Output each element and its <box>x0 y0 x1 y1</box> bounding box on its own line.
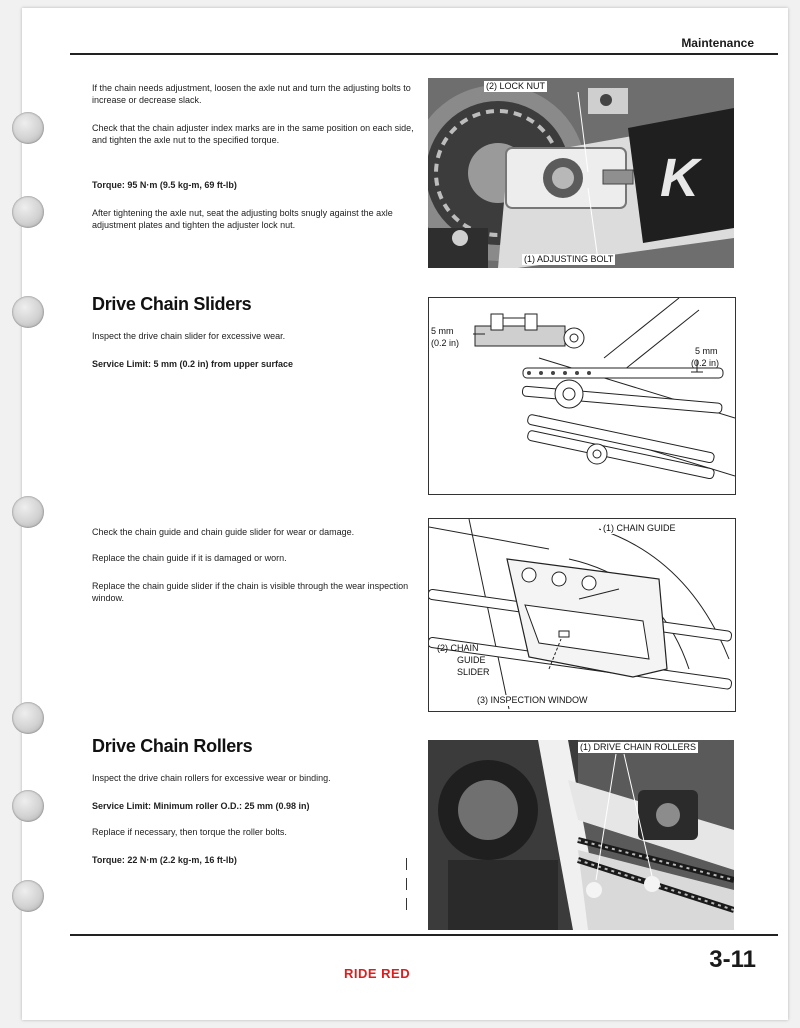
guide-check-text: Check the chain guide and chain guide slider for wear or damage. <box>92 527 355 537</box>
adjusting-bolt-callout: (1) ADJUSTING BOLT <box>524 254 614 264</box>
slider-depth-mm-left: 5 mm <box>431 326 454 336</box>
binder-hole <box>12 196 44 228</box>
roller-torque-spec: Torque: 22 N·m (2.2 kg-m, 16 ft-lb) <box>92 855 237 865</box>
page-number: 3-11 <box>709 946 756 973</box>
slider-inspect-text: Inspect the drive chain slider for excessive wear. <box>92 331 286 341</box>
slider-service-limit: Service Limit: 5 mm (0.2 in) from upper surface <box>92 359 294 369</box>
rollers-callout: (1) DRIVE CHAIN ROLLERS <box>580 742 697 752</box>
margin-mark <box>406 878 407 890</box>
roller-inspect-text: Inspect the drive chain rollers for excessive wear or binding. <box>92 773 331 783</box>
footer-rule <box>70 934 778 936</box>
slider-depth-mm-right: 5 mm <box>695 346 718 356</box>
axle-torque-spec: Torque: 95 N·m (9.5 kg-m, 69 ft-lb) <box>92 180 237 190</box>
slider-callout-line3: SLIDER <box>457 667 490 677</box>
lock-nut-callout: (2) LOCK NUT <box>486 81 546 91</box>
header-rule <box>70 53 778 55</box>
axle-adjuster-photo <box>428 78 734 268</box>
binder-hole <box>12 790 44 822</box>
chain-guide-callout: (1) CHAIN GUIDE <box>603 523 676 533</box>
inspection-window-callout: (3) INSPECTION WINDOW <box>477 695 588 705</box>
lock-nut-paragraph: After tightening the axle nut, seat the adjusting bolts snugly against the axle adjustment plates and tighten the adjuster lock nut. <box>92 208 393 230</box>
ride-red-watermark: RIDE RED <box>344 966 411 981</box>
roller-service-limit: Service Limit: Minimum roller O.D.: 25 mm (0.98 in) <box>92 801 310 811</box>
margin-mark <box>406 898 407 910</box>
roller-replace-text: Replace if necessary, then torque the roller bolts. <box>92 827 287 837</box>
section-header: Maintenance <box>681 36 754 50</box>
slider-depth-in-left: (0.2 in) <box>431 338 460 348</box>
slider-callout-line2: GUIDE <box>457 655 486 665</box>
binder-hole <box>12 112 44 144</box>
binder-hole <box>12 496 44 528</box>
chain-rollers-photo <box>428 740 734 930</box>
rollers-heading: Drive Chain Rollers <box>92 736 253 756</box>
sliders-heading: Drive Chain Sliders <box>92 294 252 314</box>
chain-slider-diagram <box>428 297 736 495</box>
index-marks-paragraph: Check that the chain adjuster index marks are in the same position on each side, and tighten the axle nut to the specified torque. <box>92 123 414 145</box>
binder-hole <box>12 880 44 912</box>
binder-hole <box>12 296 44 328</box>
margin-mark <box>406 858 407 870</box>
slider-depth-in-right: (0.2 in) <box>691 358 720 368</box>
chain-guide-diagram <box>428 518 736 712</box>
guide-replace-text: Replace the chain guide if it is damaged or worn. <box>92 553 287 563</box>
binder-hole <box>12 702 44 734</box>
slider-replace-text: Replace the chain guide slider if the chain is visible through the wear inspection window. <box>92 581 409 603</box>
svg-text:K: K <box>660 148 699 208</box>
slider-callout-line1: (2) CHAIN <box>437 643 479 653</box>
adjustment-paragraph: If the chain needs adjustment, loosen the axle nut and turn the adjusting bolts to increase or decrease slack. <box>92 83 411 105</box>
